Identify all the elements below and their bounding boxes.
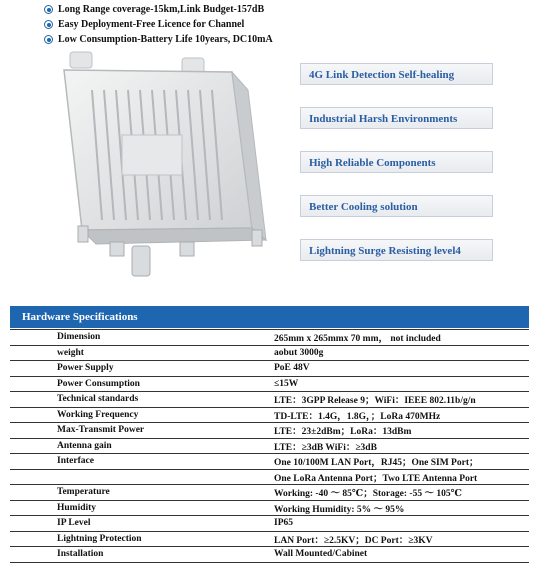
table-row bbox=[10, 423, 529, 439]
spec-key: Humidity bbox=[57, 502, 97, 513]
spec-value: LTE：≥3dB WiFi：≥3dB bbox=[274, 442, 377, 453]
table-row bbox=[10, 485, 529, 501]
spec-key: Power Consumption bbox=[57, 378, 140, 389]
spec-key: Power Supply bbox=[57, 363, 114, 374]
feature-bullet-list bbox=[44, 2, 273, 47]
spec-key: Antenna gain bbox=[57, 440, 112, 451]
spec-table bbox=[10, 329, 529, 563]
spec-value: TD-LTE：1.4G，1.8G，；LoRa 470MHz bbox=[274, 411, 441, 422]
spec-key: Installation bbox=[57, 549, 104, 560]
bullet-item bbox=[44, 17, 273, 32]
feature-box: Better Cooling solution bbox=[300, 195, 493, 217]
table-row bbox=[10, 361, 529, 377]
spec-key: Working Frequency bbox=[57, 409, 139, 420]
table-row bbox=[10, 329, 529, 346]
table-row bbox=[10, 392, 529, 408]
spec-key: IP Level bbox=[57, 518, 91, 529]
bullet-item bbox=[44, 32, 273, 47]
spec-key: Lightning Protection bbox=[57, 533, 142, 544]
spec-value: LTE：3GPP Release 9；WiFi：IEEE 802.11b/g/n bbox=[274, 396, 476, 407]
spec-value: LTE：23±2dBm；LoRa：13dBm bbox=[274, 427, 412, 438]
spec-value: Wall Mounted/Cabinet bbox=[274, 549, 368, 560]
spec-key: Max-Transmit Power bbox=[57, 425, 145, 436]
bullet-item bbox=[44, 2, 273, 17]
spec-value: aobut 3000g bbox=[274, 347, 324, 358]
table-row bbox=[10, 516, 529, 532]
spec-value: One LoRa Antenna Port；Two LTE Antenna Port bbox=[274, 473, 478, 484]
bullet-dot-icon bbox=[44, 20, 53, 29]
spec-value: One 10/100M LAN Port，RJ45；One SIM Port； bbox=[274, 458, 479, 469]
table-row bbox=[10, 547, 529, 563]
feature-box: 4G Link Detection Self-healing bbox=[300, 63, 493, 85]
bullet-text: Long Range coverage-15km,Link Budget-157dB bbox=[58, 4, 265, 15]
table-row bbox=[10, 454, 529, 470]
table-row bbox=[10, 408, 529, 424]
spec-key: Interface bbox=[57, 456, 94, 467]
spec-key: Technical standards bbox=[57, 394, 139, 405]
table-row bbox=[10, 346, 529, 362]
feature-box-list bbox=[300, 63, 493, 283]
spec-key: weight bbox=[57, 347, 84, 358]
feature-box: Industrial Harsh Environments bbox=[300, 107, 493, 129]
table-row bbox=[10, 501, 529, 517]
spec-key: Dimension bbox=[57, 332, 101, 343]
table-row bbox=[10, 439, 529, 455]
gateway-device-image bbox=[52, 50, 282, 285]
table-row bbox=[10, 470, 529, 486]
table-row bbox=[10, 377, 529, 393]
feature-box: Lightning Surge Resisting level4 bbox=[300, 239, 493, 261]
bullet-dot-icon bbox=[44, 35, 53, 44]
bullet-text: Low Consumption-Battery Life 10years, DC10mA bbox=[58, 34, 273, 45]
hardware-specifications-header: Hardware Specifications bbox=[10, 306, 529, 328]
table-row bbox=[10, 532, 529, 548]
spec-value: ≤15W bbox=[274, 378, 299, 389]
spec-value: IP65 bbox=[274, 518, 293, 529]
spec-value: Working Humidity: 5% ～ 95% bbox=[274, 504, 405, 515]
spec-value: PoE 48V bbox=[274, 363, 310, 374]
spec-value: LAN Port：≥2.5KV；DC Port：≥3KV bbox=[274, 535, 433, 546]
feature-box: High Reliable Components bbox=[300, 151, 493, 173]
bullet-dot-icon bbox=[44, 5, 53, 14]
spec-value: Working: -40 ～ 85℃；Storage: -55 ～ 105℃ bbox=[274, 489, 462, 500]
bullet-text: Easy Deployment-Free Licence for Channel bbox=[58, 19, 245, 30]
spec-value: 265mm x 265mmx 70 mm， not included bbox=[274, 334, 441, 345]
spec-key: Temperature bbox=[57, 487, 110, 498]
